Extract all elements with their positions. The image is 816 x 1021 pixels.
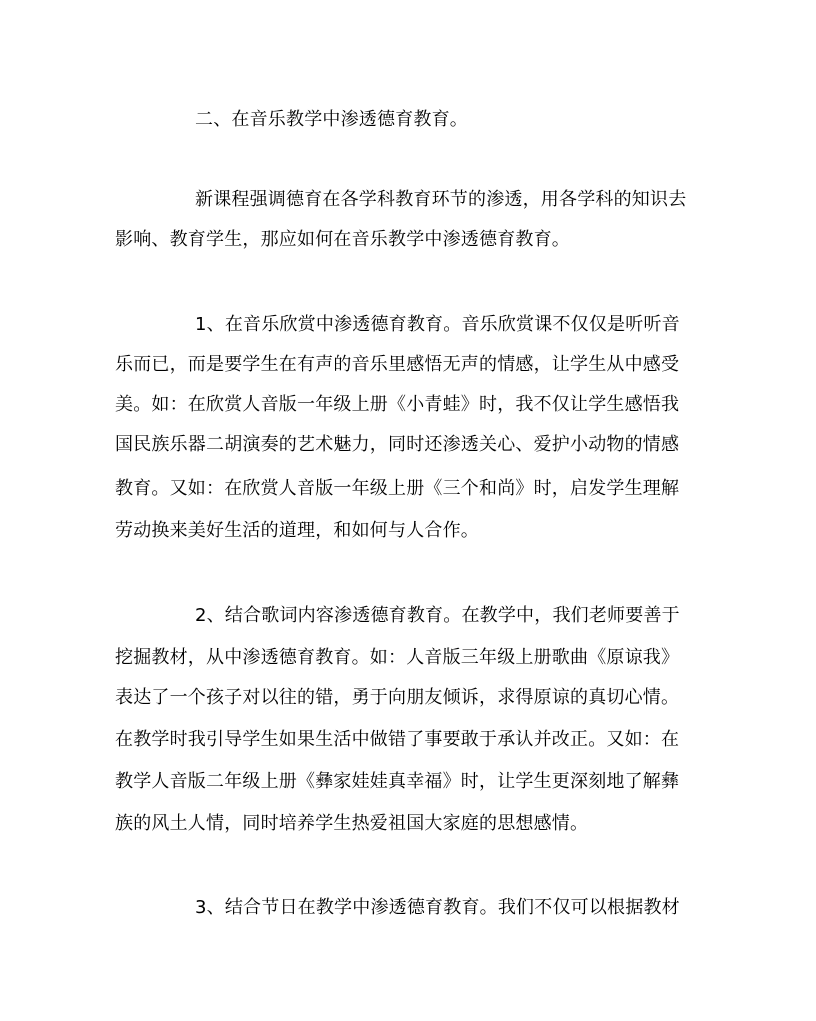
paragraph-3-line: 3、结合节日在教学中渗透德育教育。我们不仅可以根据教材 <box>195 897 680 918</box>
paragraph-2-line: 在教学时我引导学生如果生活中做错了事要敢于承认并改正。又如：在 <box>115 729 680 750</box>
paragraph-1-line: 乐而已，而是要学生在有声的音乐里感悟无声的情感，让学生从中感受 <box>115 354 680 375</box>
intro-paragraph-line: 新课程强调德育在各学科教育环节的渗透，用各学科的知识去 <box>195 189 687 210</box>
paragraph-1-line: 美。如：在欣赏人音版一年级上册《小青蛙》时，我不仅让学生感悟我 <box>115 394 680 415</box>
paragraph-2-line: 族的风土人情，同时培养学生热爱祖国大家庭的思想感情。 <box>115 813 589 834</box>
paragraph-2-line: 教学人音版二年级上册《彝家娃娃真幸福》时，让学生更深刻地了解彝 <box>115 771 680 792</box>
intro-paragraph-line: 影响、教育学生，那应如何在音乐教学中渗透德育教育。 <box>115 229 570 250</box>
paragraph-1-line: 教育。又如：在欣赏人音版一年级上册《三个和尚》时，启发学生理解 <box>115 478 680 499</box>
paragraph-1-line: 1、在音乐欣赏中渗透德育教育。音乐欣赏课不仅仅是听听音 <box>195 314 680 335</box>
paragraph-1-line: 国民族乐器二胡演奏的艺术魅力，同时还渗透关心、爱护小动物的情感 <box>115 434 680 455</box>
section-heading: 二、在音乐教学中渗透德育教育。 <box>195 109 468 130</box>
paragraph-2-line: 挖掘教材，从中渗透德育教育。如：人音版三年级上册歌曲《原谅我》 <box>115 647 680 668</box>
paragraph-2-line: 表达了一个孩子对以往的错，勇于向朋友倾诉，求得原谅的真切心情。 <box>115 687 680 708</box>
paragraph-2-line: 2、结合歌词内容渗透德育教育。在教学中，我们老师要善于 <box>195 605 680 626</box>
paragraph-1-line: 劳动换来美好生活的道理，和如何与人合作。 <box>115 520 479 541</box>
